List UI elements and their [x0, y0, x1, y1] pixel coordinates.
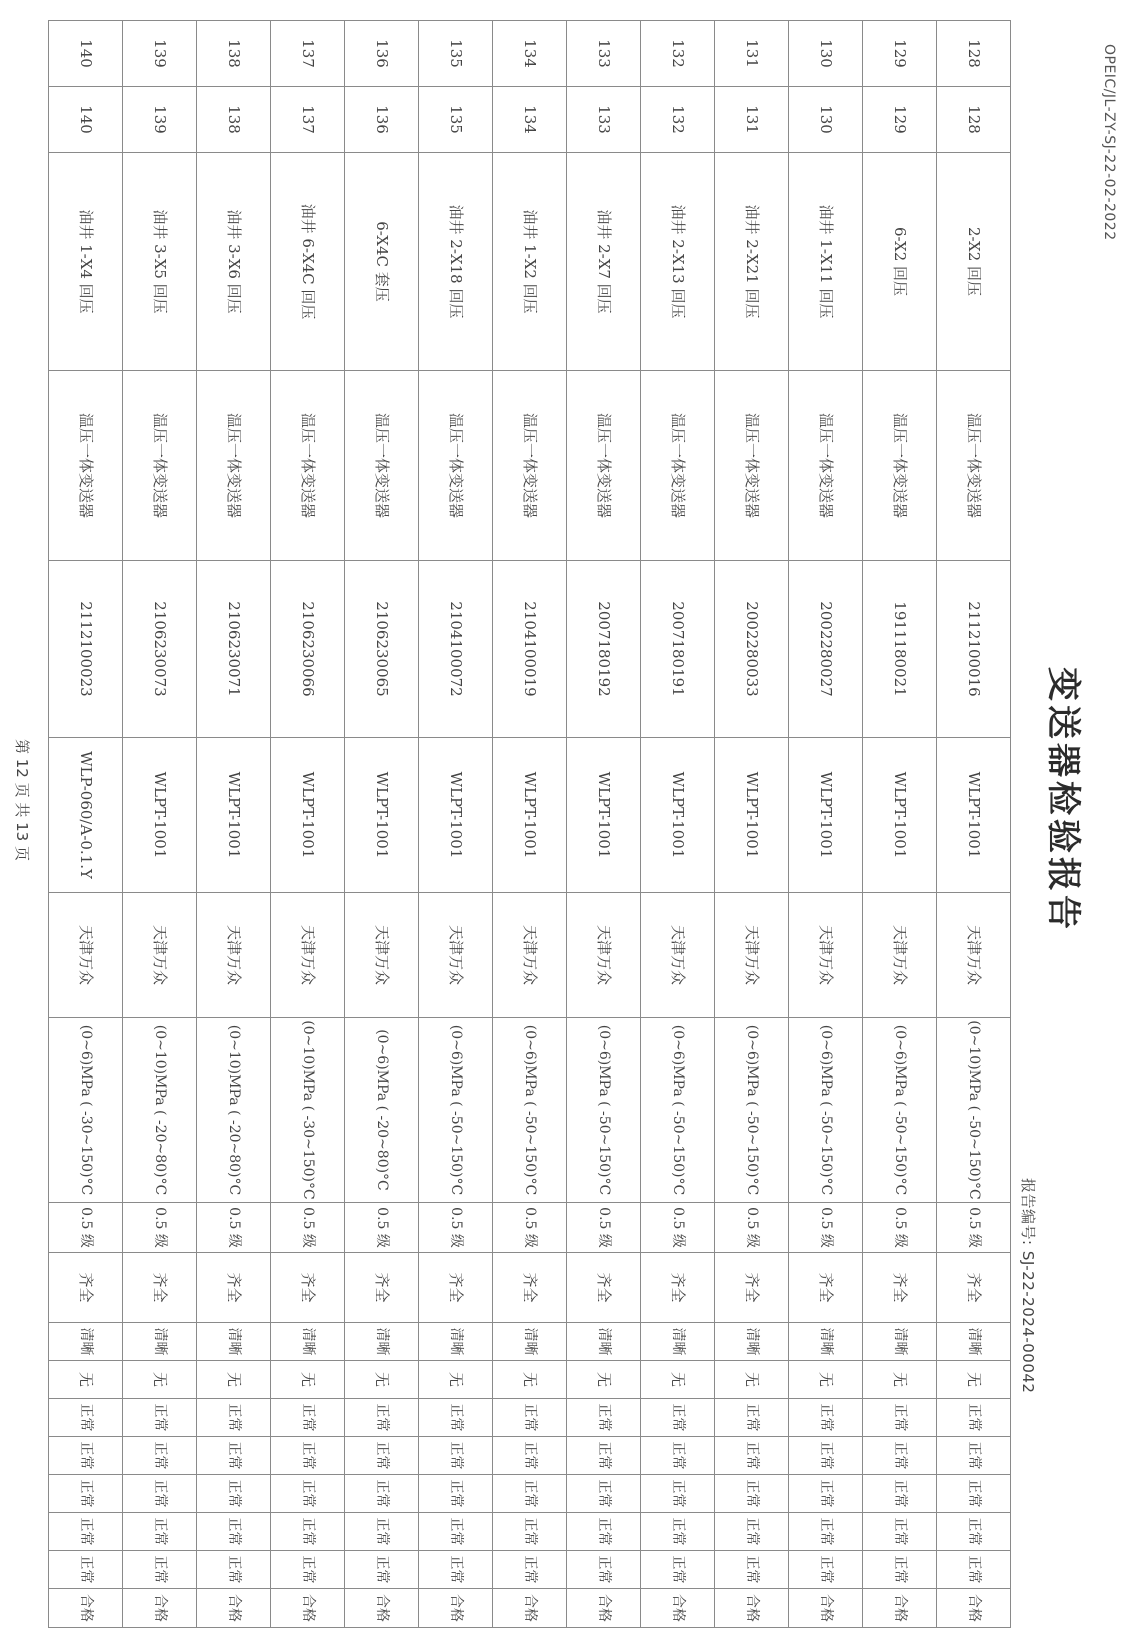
marking-cell: 齐全: [493, 1253, 567, 1323]
check-2-cell: 正常: [641, 1437, 715, 1475]
clarity-cell: 清晰: [271, 1323, 345, 1361]
accuracy-cell: 0.5 级: [641, 1203, 715, 1253]
manufacturer-cell: 天津万众: [123, 893, 197, 1018]
damage-cell: 无: [197, 1361, 271, 1399]
row-number-cell: 136: [345, 87, 419, 153]
check-3-cell: 正常: [49, 1475, 123, 1513]
result-cell: 合格: [197, 1589, 271, 1628]
range-cell: (0~10)MPa ( -20~80)°C: [123, 1018, 197, 1203]
device-name-cell: 温压一体变送器: [641, 371, 715, 561]
location-cell: 油井 1-X11 回压: [789, 153, 863, 371]
check-5-cell: 正常: [419, 1551, 493, 1589]
location-cell: 油井 1-X2 回压: [493, 153, 567, 371]
row-index-cell: 138: [197, 21, 271, 87]
check-1-cell: 正常: [863, 1399, 937, 1437]
check-2-cell: 正常: [271, 1437, 345, 1475]
row-number-cell: 138: [197, 87, 271, 153]
table-row: [123, 21, 197, 1628]
table-row: [271, 21, 345, 1628]
marking-cell: 齐全: [49, 1253, 123, 1323]
serial-number-cell: 2007180192: [567, 561, 641, 738]
clarity-cell: 清晰: [715, 1323, 789, 1361]
manufacturer-cell: 天津万众: [567, 893, 641, 1018]
table-row: [493, 21, 567, 1628]
serial-number-cell: 2106230073: [123, 561, 197, 738]
document-code: OPEIC/JL-ZY-SJ-22-02-2022: [1101, 44, 1117, 241]
result-cell: 合格: [937, 1589, 1011, 1628]
range-cell: (0~6)MPa ( -50~150)°C: [419, 1018, 493, 1203]
accuracy-cell: 0.5 级: [567, 1203, 641, 1253]
location-cell: 油井 2-X7 回压: [567, 153, 641, 371]
check-1-cell: 正常: [789, 1399, 863, 1437]
check-5-cell: 正常: [123, 1551, 197, 1589]
clarity-cell: 清晰: [419, 1323, 493, 1361]
check-5-cell: 正常: [641, 1551, 715, 1589]
manufacturer-cell: 天津万众: [863, 893, 937, 1018]
check-4-cell: 正常: [197, 1513, 271, 1551]
result-cell: 合格: [863, 1589, 937, 1628]
accuracy-cell: 0.5 级: [345, 1203, 419, 1253]
clarity-cell: 清晰: [789, 1323, 863, 1361]
check-3-cell: 正常: [123, 1475, 197, 1513]
check-2-cell: 正常: [345, 1437, 419, 1475]
range-cell: (0~6)MPa ( -20~80)°C: [345, 1018, 419, 1203]
check-1-cell: 正常: [271, 1399, 345, 1437]
check-2-cell: 正常: [197, 1437, 271, 1475]
damage-cell: 无: [567, 1361, 641, 1399]
check-5-cell: 正常: [493, 1551, 567, 1589]
check-5-cell: 正常: [863, 1551, 937, 1589]
row-number-cell: 139: [123, 87, 197, 153]
marking-cell: 齐全: [641, 1253, 715, 1323]
check-1-cell: 正常: [419, 1399, 493, 1437]
clarity-cell: 清晰: [493, 1323, 567, 1361]
check-5-cell: 正常: [197, 1551, 271, 1589]
marking-cell: 齐全: [863, 1253, 937, 1323]
clarity-cell: 清晰: [937, 1323, 1011, 1361]
check-1-cell: 正常: [567, 1399, 641, 1437]
marking-cell: 齐全: [123, 1253, 197, 1323]
damage-cell: 无: [271, 1361, 345, 1399]
row-number-cell: 133: [567, 87, 641, 153]
device-name-cell: 温压一体变送器: [49, 371, 123, 561]
serial-number-cell: 2112100016: [937, 561, 1011, 738]
model-cell: WLPT-1001: [789, 738, 863, 893]
serial-number-cell: 2106230071: [197, 561, 271, 738]
accuracy-cell: 0.5 级: [419, 1203, 493, 1253]
check-5-cell: 正常: [789, 1551, 863, 1589]
clarity-cell: 清晰: [345, 1323, 419, 1361]
check-4-cell: 正常: [863, 1513, 937, 1551]
row-index-cell: 137: [271, 21, 345, 87]
manufacturer-cell: 天津万众: [419, 893, 493, 1018]
row-index-cell: 133: [567, 21, 641, 87]
check-5-cell: 正常: [937, 1551, 1011, 1589]
marking-cell: 齐全: [419, 1253, 493, 1323]
table-row: [419, 21, 493, 1628]
serial-number-cell: 2106230066: [271, 561, 345, 738]
row-index-cell: 136: [345, 21, 419, 87]
marking-cell: 齐全: [567, 1253, 641, 1323]
row-index-cell: 132: [641, 21, 715, 87]
model-cell: WLPT-1001: [123, 738, 197, 893]
result-cell: 合格: [419, 1589, 493, 1628]
result-cell: 合格: [493, 1589, 567, 1628]
range-cell: (0~6)MPa ( -50~150)°C: [493, 1018, 567, 1203]
device-name-cell: 温压一体变送器: [567, 371, 641, 561]
location-cell: 油井 2-X21 回压: [715, 153, 789, 371]
device-name-cell: 温压一体变送器: [937, 371, 1011, 561]
serial-number-cell: 2007180191: [641, 561, 715, 738]
manufacturer-cell: 天津万众: [197, 893, 271, 1018]
model-cell: WLPT-1001: [715, 738, 789, 893]
damage-cell: 无: [863, 1361, 937, 1399]
check-3-cell: 正常: [419, 1475, 493, 1513]
clarity-cell: 清晰: [197, 1323, 271, 1361]
serial-number-cell: 2104100019: [493, 561, 567, 738]
table-row: [863, 21, 937, 1628]
device-name-cell: 温压一体变送器: [271, 371, 345, 561]
check-2-cell: 正常: [937, 1437, 1011, 1475]
check-4-cell: 正常: [493, 1513, 567, 1551]
manufacturer-cell: 天津万众: [493, 893, 567, 1018]
check-5-cell: 正常: [271, 1551, 345, 1589]
range-cell: (0~6)MPa ( -50~150)°C: [715, 1018, 789, 1203]
row-index-cell: 128: [937, 21, 1011, 87]
range-cell: (0~6)MPa ( -50~150)°C: [863, 1018, 937, 1203]
manufacturer-cell: 天津万众: [49, 893, 123, 1018]
serial-number-cell: 2106230065: [345, 561, 419, 738]
damage-cell: 无: [937, 1361, 1011, 1399]
check-3-cell: 正常: [863, 1475, 937, 1513]
row-index-cell: 131: [715, 21, 789, 87]
damage-cell: 无: [419, 1361, 493, 1399]
model-cell: WLPT-1001: [863, 738, 937, 893]
check-1-cell: 正常: [345, 1399, 419, 1437]
table-row: [197, 21, 271, 1628]
check-4-cell: 正常: [345, 1513, 419, 1551]
accuracy-cell: 0.5 级: [715, 1203, 789, 1253]
range-cell: (0~6)MPa ( -50~150)°C: [789, 1018, 863, 1203]
check-1-cell: 正常: [937, 1399, 1011, 1437]
serial-number-cell: 1911180021: [863, 561, 937, 738]
device-name-cell: 温压一体变送器: [863, 371, 937, 561]
check-5-cell: 正常: [715, 1551, 789, 1589]
row-index-cell: 135: [419, 21, 493, 87]
check-3-cell: 正常: [271, 1475, 345, 1513]
marking-cell: 齐全: [789, 1253, 863, 1323]
clarity-cell: 清晰: [641, 1323, 715, 1361]
result-cell: 合格: [567, 1589, 641, 1628]
check-4-cell: 正常: [271, 1513, 345, 1551]
model-cell: WLPT-1001: [567, 738, 641, 893]
table-row: [715, 21, 789, 1628]
check-2-cell: 正常: [715, 1437, 789, 1475]
check-4-cell: 正常: [715, 1513, 789, 1551]
device-name-cell: 温压一体变送器: [123, 371, 197, 561]
location-cell: 油井 1-X4 回压: [49, 153, 123, 371]
page-footer: 第 12 页 共 13 页: [13, 738, 31, 861]
manufacturer-cell: 天津万众: [789, 893, 863, 1018]
damage-cell: 无: [493, 1361, 567, 1399]
result-cell: 合格: [271, 1589, 345, 1628]
accuracy-cell: 0.5 级: [863, 1203, 937, 1253]
location-cell: 6-X4C 套压: [345, 153, 419, 371]
check-1-cell: 正常: [197, 1399, 271, 1437]
table-row: [49, 21, 123, 1628]
row-number-cell: 131: [715, 87, 789, 153]
marking-cell: 齐全: [715, 1253, 789, 1323]
check-3-cell: 正常: [937, 1475, 1011, 1513]
location-cell: 油井 6-X4C 回压: [271, 153, 345, 371]
device-name-cell: 温压一体变送器: [789, 371, 863, 561]
check-3-cell: 正常: [715, 1475, 789, 1513]
row-number-cell: 135: [419, 87, 493, 153]
row-number-cell: 130: [789, 87, 863, 153]
row-number-cell: 137: [271, 87, 345, 153]
row-number-cell: 134: [493, 87, 567, 153]
check-4-cell: 正常: [49, 1513, 123, 1551]
serial-number-cell: 2002280033: [715, 561, 789, 738]
range-cell: (0~6)MPa ( -50~150)°C: [641, 1018, 715, 1203]
device-name-cell: 温压一体变送器: [419, 371, 493, 561]
check-2-cell: 正常: [123, 1437, 197, 1475]
damage-cell: 无: [345, 1361, 419, 1399]
row-index-cell: 134: [493, 21, 567, 87]
check-4-cell: 正常: [567, 1513, 641, 1551]
row-index-cell: 130: [789, 21, 863, 87]
accuracy-cell: 0.5 级: [197, 1203, 271, 1253]
accuracy-cell: 0.5 级: [789, 1203, 863, 1253]
table-row: [567, 21, 641, 1628]
device-name-cell: 温压一体变送器: [345, 371, 419, 561]
damage-cell: 无: [123, 1361, 197, 1399]
model-cell: WLPT-1001: [493, 738, 567, 893]
clarity-cell: 清晰: [863, 1323, 937, 1361]
device-name-cell: 温压一体变送器: [493, 371, 567, 561]
model-cell: WLPT-1001: [271, 738, 345, 893]
check-3-cell: 正常: [197, 1475, 271, 1513]
manufacturer-cell: 天津万众: [715, 893, 789, 1018]
check-1-cell: 正常: [49, 1399, 123, 1437]
row-index-cell: 139: [123, 21, 197, 87]
row-number-cell: 132: [641, 87, 715, 153]
marking-cell: 齐全: [271, 1253, 345, 1323]
location-cell: 油井 3-X6 回压: [197, 153, 271, 371]
row-number-cell: 129: [863, 87, 937, 153]
result-cell: 合格: [123, 1589, 197, 1628]
check-5-cell: 正常: [49, 1551, 123, 1589]
check-4-cell: 正常: [419, 1513, 493, 1551]
check-2-cell: 正常: [493, 1437, 567, 1475]
manufacturer-cell: 天津万众: [345, 893, 419, 1018]
model-cell: WLPT-1001: [197, 738, 271, 893]
check-3-cell: 正常: [345, 1475, 419, 1513]
check-2-cell: 正常: [567, 1437, 641, 1475]
result-cell: 合格: [641, 1589, 715, 1628]
table-row: [641, 21, 715, 1628]
model-cell: WLPT-1001: [419, 738, 493, 893]
check-3-cell: 正常: [493, 1475, 567, 1513]
check-5-cell: 正常: [345, 1551, 419, 1589]
manufacturer-cell: 天津万众: [271, 893, 345, 1018]
damage-cell: 无: [789, 1361, 863, 1399]
check-2-cell: 正常: [49, 1437, 123, 1475]
check-3-cell: 正常: [641, 1475, 715, 1513]
check-4-cell: 正常: [937, 1513, 1011, 1551]
marking-cell: 齐全: [345, 1253, 419, 1323]
row-number-cell: 140: [49, 87, 123, 153]
device-name-cell: 温压一体变送器: [197, 371, 271, 561]
inspection-table: [48, 20, 1011, 1628]
table-row: [789, 21, 863, 1628]
damage-cell: 无: [49, 1361, 123, 1399]
location-cell: 6-X2 回压: [863, 153, 937, 371]
model-cell: WLPT-1001: [345, 738, 419, 893]
accuracy-cell: 0.5 级: [271, 1203, 345, 1253]
range-cell: (0~10)MPa ( -30~150)°C: [271, 1018, 345, 1203]
row-index-cell: 140: [49, 21, 123, 87]
result-cell: 合格: [789, 1589, 863, 1628]
check-3-cell: 正常: [567, 1475, 641, 1513]
range-cell: (0~10)MPa ( -20~80)°C: [197, 1018, 271, 1203]
damage-cell: 无: [641, 1361, 715, 1399]
manufacturer-cell: 天津万众: [641, 893, 715, 1018]
device-name-cell: 温压一体变送器: [715, 371, 789, 561]
marking-cell: 齐全: [937, 1253, 1011, 1323]
serial-number-cell: 2112100023: [49, 561, 123, 738]
range-cell: (0~6)MPa ( -30~150)°C: [49, 1018, 123, 1203]
range-cell: (0~10)MPa ( -50~150)°C: [937, 1018, 1011, 1203]
table-row: [345, 21, 419, 1628]
model-cell: WLPT-1001: [641, 738, 715, 893]
result-cell: 合格: [49, 1589, 123, 1628]
accuracy-cell: 0.5 级: [493, 1203, 567, 1253]
accuracy-cell: 0.5 级: [937, 1203, 1011, 1253]
check-4-cell: 正常: [789, 1513, 863, 1551]
clarity-cell: 清晰: [567, 1323, 641, 1361]
check-1-cell: 正常: [641, 1399, 715, 1437]
report-number: 报告编号: SJ-22-2024-00042: [1019, 1178, 1037, 1394]
damage-cell: 无: [715, 1361, 789, 1399]
accuracy-cell: 0.5 级: [49, 1203, 123, 1253]
check-4-cell: 正常: [641, 1513, 715, 1551]
table-row: [937, 21, 1011, 1628]
check-1-cell: 正常: [123, 1399, 197, 1437]
result-cell: 合格: [715, 1589, 789, 1628]
check-3-cell: 正常: [789, 1475, 863, 1513]
check-1-cell: 正常: [493, 1399, 567, 1437]
check-5-cell: 正常: [567, 1551, 641, 1589]
serial-number-cell: 2002280027: [789, 561, 863, 738]
check-2-cell: 正常: [419, 1437, 493, 1475]
check-2-cell: 正常: [789, 1437, 863, 1475]
check-1-cell: 正常: [715, 1399, 789, 1437]
clarity-cell: 清晰: [123, 1323, 197, 1361]
row-index-cell: 129: [863, 21, 937, 87]
location-cell: 油井 2-X18 回压: [419, 153, 493, 371]
location-cell: 油井 3-X5 回压: [123, 153, 197, 371]
result-cell: 合格: [345, 1589, 419, 1628]
page-title: 变送器检验报告: [1043, 667, 1083, 933]
location-cell: 油井 2-X13 回压: [641, 153, 715, 371]
check-4-cell: 正常: [123, 1513, 197, 1551]
range-cell: (0~6)MPa ( -50~150)°C: [567, 1018, 641, 1203]
model-cell: WLPT-1001: [937, 738, 1011, 893]
accuracy-cell: 0.5 级: [123, 1203, 197, 1253]
check-2-cell: 正常: [863, 1437, 937, 1475]
manufacturer-cell: 天津万众: [937, 893, 1011, 1018]
location-cell: 2-X2 回压: [937, 153, 1011, 371]
row-number-cell: 128: [937, 87, 1011, 153]
model-cell: WLP-060/A-0.1.Y: [49, 738, 123, 893]
serial-number-cell: 2104100072: [419, 561, 493, 738]
marking-cell: 齐全: [197, 1253, 271, 1323]
clarity-cell: 清晰: [49, 1323, 123, 1361]
